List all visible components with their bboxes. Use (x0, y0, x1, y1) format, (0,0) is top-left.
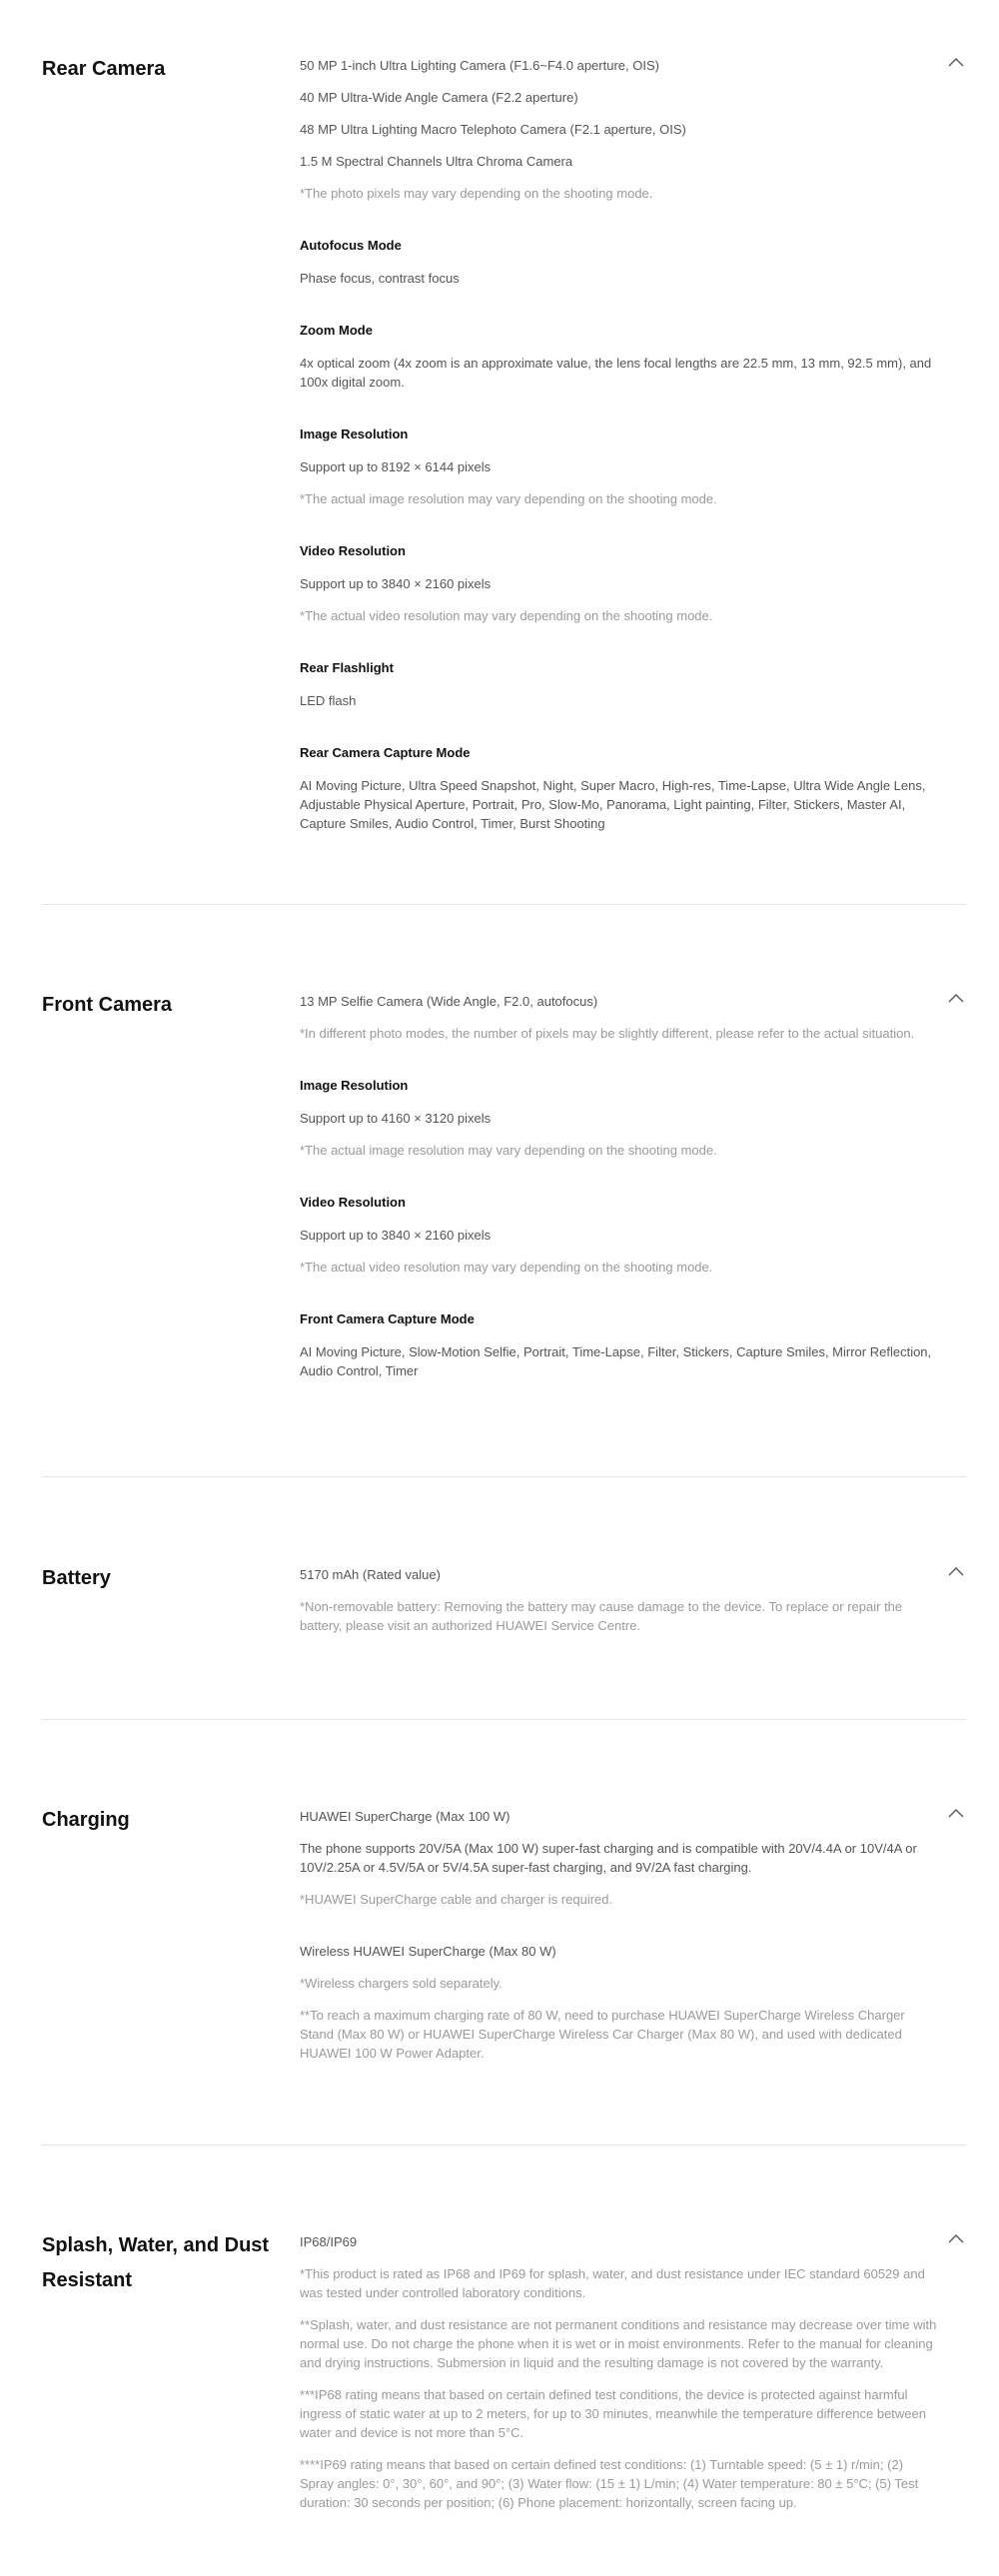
front-lens-note: *In different photo modes, the number of pixels may be slightly different, please refer to the actual situation. (300, 1026, 915, 1041)
ip-note-4: ****IP69 rating means that based on certain defined test conditions: (1) Turntable speed: (5 ± 1) r/min; (2) Spray angles: 0°, 30°, 60°, and 90°; (3) Water flow: (15 ± 1) L/min; (4) Water temperature: 80 ± 5°C; (5) Test duration: 30 seconds per position; (6) Phone placement: horizontally, screen facing up. (300, 2457, 919, 2510)
front-image-res-note: *The actual image resolution may vary depending on the shooting mode. (300, 1143, 717, 1158)
rear-lens-ultrawide: 40 MP Ultra-Wide Angle Camera (F2.2 aperture) (300, 90, 578, 105)
front-lens: 13 MP Selfie Camera (Wide Angle, F2.0, autofocus) (300, 994, 598, 1009)
section-body (300, 1807, 939, 2063)
rear-video-res-note: *The actual video resolution may vary depending on the shooting mode. (300, 608, 713, 623)
battery-capacity: 5170 mAh (Rated value) (300, 1567, 441, 1582)
rear-image-res-value: Support up to 8192 × 6144 pixels (300, 459, 492, 474)
ip-note-1: *This product is rated as IP68 and IP69 for splash, water, and dust resistance under IEC standard 60529 and was tested under controlled laboratory conditions. (300, 2266, 925, 2300)
front-video-res-value: Support up to 3840 × 2160 pixels (300, 1228, 492, 1243)
front-image-res-value: Support up to 4160 × 3120 pixels (300, 1111, 492, 1126)
rear-capture-value: AI Moving Picture, Ultra Speed Snapshot, Night, Super Macro, High-res, Time-Lapse, Ultra Wide Angle Lens, Adjustable Physical Aperture, Portrait, Pro, Slow-Mo, Panorama, Light painting, Filter, Stickers, Master AI, Capture Smiles, Audio Control, Timer, Burst Shooting (300, 778, 926, 831)
wired-charging-detail: The phone supports 20V/5A (Max 100 W) super-fast charging and is compatible with 20V/4.4A or 10V/4A or 10V/2.25A or 4.5V/5A or 5V/4.5A super-fast charging, and 9V/2A fast charging. (300, 1841, 917, 1875)
zoom-heading: Zoom Mode (300, 323, 373, 338)
rear-video-res-value: Support up to 3840 × 2160 pixels (300, 576, 492, 591)
rear-lens-chroma: 1.5 M Spectral Channels Ultra Chroma Camera (300, 154, 573, 169)
chevron-up-icon (948, 1808, 964, 1818)
section-title: Splash, Water, and Dust Resistant (42, 2234, 270, 2291)
collapse-front-camera-button[interactable] (946, 988, 966, 1008)
autofocus-heading: Autofocus Mode (300, 238, 402, 253)
wired-charging: HUAWEI SuperCharge (Max 100 W) (300, 1809, 510, 1824)
front-capture-heading: Front Camera Capture Mode (300, 1311, 475, 1326)
section-divider (42, 2145, 966, 2146)
section-title: Rear Camera (42, 58, 166, 80)
section-divider (42, 1476, 966, 1477)
collapse-charging-button[interactable] (946, 1803, 966, 1823)
autofocus-value: Phase focus, contrast focus (300, 271, 460, 286)
section-divider (42, 904, 966, 905)
front-capture-value: AI Moving Picture, Slow-Motion Selfie, Portrait, Time-Lapse, Filter, Stickers, Capture Smiles, Mirror Reflection, Audio Control, Timer (300, 1344, 932, 1378)
rear-capture-heading: Rear Camera Capture Mode (300, 745, 471, 760)
wired-charging-note: *HUAWEI SuperCharge cable and charger is required. (300, 1892, 613, 1907)
battery-note: *Non-removable battery: Removing the battery may cause damage to the device. To replace or repair the battery, please visit an authorized HUAWEI Service Centre. (300, 1599, 903, 1633)
section-body (300, 2232, 939, 2512)
front-video-res-heading: Video Resolution (300, 1195, 406, 1210)
rear-image-res-note: *The actual image resolution may vary depending on the shooting mode. (300, 491, 717, 506)
wireless-charging-note-2: **To reach a maximum charging rate of 80 W, need to purchase HUAWEI SuperCharge Wireless Charger Stand (Max 80 W) or HUAWEI SuperCharge Wireless Car Charger (Max 80 W), and used with dedicated HUAWEI 100 W Power Adapter. (300, 2008, 905, 2061)
wireless-charging: Wireless HUAWEI SuperCharge (Max 80 W) (300, 1944, 556, 1959)
ip-note-2: **Splash, water, and dust resistance are not permanent conditions and resistance may decrease over time with normal use. Do not charge the phone when it is wet or in moist environments. Refer to the manual for cleaning and drying instructions. Submersion in liquid and the resulting damage is not covered by the warranty. (300, 2317, 937, 2370)
section-body (300, 1565, 939, 1635)
section-title: Front Camera (42, 994, 173, 1016)
front-video-res-note: *The actual video resolution may vary depending on the shooting mode. (300, 1260, 713, 1275)
collapse-splash-button[interactable] (946, 2228, 966, 2248)
section-title: Charging (42, 1809, 130, 1831)
front-image-res-heading: Image Resolution (300, 1078, 409, 1093)
section-body (300, 56, 939, 833)
rear-image-res-heading: Image Resolution (300, 427, 409, 441)
wireless-charging-note-1: *Wireless chargers sold separately. (300, 1976, 502, 1991)
collapse-battery-button[interactable] (946, 1561, 966, 1581)
chevron-up-icon (948, 57, 964, 67)
rear-lens-note: *The photo pixels may vary depending on the shooting mode. (300, 186, 653, 201)
chevron-up-icon (948, 1566, 964, 1576)
flash-value: LED flash (300, 693, 357, 708)
chevron-up-icon (948, 2233, 964, 2243)
flash-heading: Rear Flashlight (300, 660, 394, 675)
chevron-up-icon (948, 993, 964, 1003)
section-title: Battery (42, 1567, 111, 1589)
section-divider (42, 1719, 966, 1720)
ip-rating: IP68/IP69 (300, 2234, 358, 2249)
rear-video-res-heading: Video Resolution (300, 543, 406, 558)
zoom-value: 4x optical zoom (4x zoom is an approximate value, the lens focal lengths are 22.5 mm, 13 mm, 92.5 mm), and 100x digital zoom. (300, 356, 932, 390)
collapse-rear-camera-button[interactable] (946, 52, 966, 72)
rear-lens-telephoto: 48 MP Ultra Lighting Macro Telephoto Camera (F2.1 aperture, OIS) (300, 122, 686, 137)
ip-note-3: ***IP68 rating means that based on certain defined test conditions, the device is protected against harmful ingress of static water at up to 2 meters, for up to 30 minutes, meanwhile the temperature difference between water and device is not more than 5°C. (300, 2387, 926, 2440)
rear-lens-main: 50 MP 1-inch Ultra Lighting Camera (F1.6~F4.0 aperture, OIS) (300, 58, 659, 73)
section-body (300, 992, 939, 1380)
